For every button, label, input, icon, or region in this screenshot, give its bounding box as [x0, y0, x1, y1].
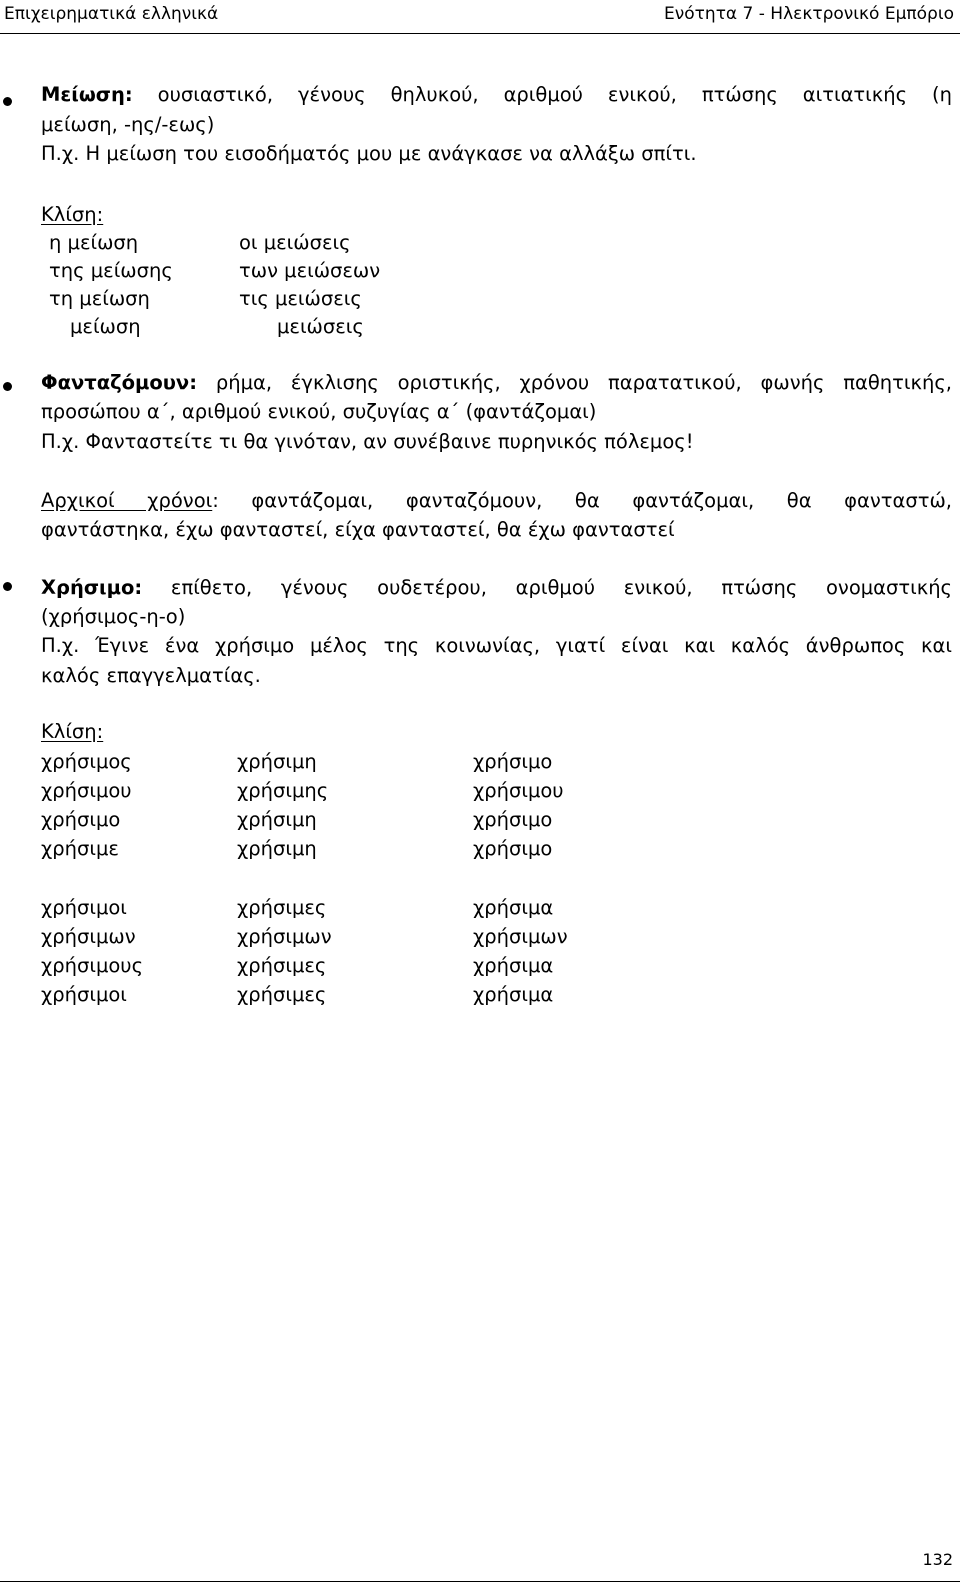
header-title-left: Επιχειρηματικά ελληνικά	[4, 4, 219, 24]
declension-cell: χρήσιμα	[473, 983, 554, 1006]
bullet-icon	[3, 382, 12, 391]
declension-plural-4: μειώσεις	[277, 315, 364, 338]
declension-cell: χρήσιμοι	[41, 896, 127, 919]
entry-term: Χρήσιμο:	[41, 576, 143, 599]
klisi-label-text: Κλίση:	[41, 203, 104, 226]
footer-rule	[0, 1581, 960, 1582]
header-title-right: Ενότητα 7 - Ηλεκτρονικό Εμπόριο	[664, 4, 954, 24]
declension-cell: χρήσιμου	[41, 779, 132, 802]
declension-cell: χρήσιμη	[237, 808, 317, 831]
entry-chrisimo-line1	[41, 573, 952, 603]
declension-cell: χρήσιμου	[473, 779, 564, 802]
entry-chrisimo-example-line2: καλός επαγγελματίας.	[41, 664, 261, 687]
declension-singular-2: της μείωσης	[49, 259, 173, 282]
declension-cell: χρήσιμων	[473, 925, 568, 948]
declension-plural-3: τις μειώσεις	[239, 287, 362, 310]
declension-cell: χρήσιμο	[473, 750, 553, 773]
entry-fantazomoun-line2: προσώπου α΄, αριθμού ενικού, συζυγίας α΄ (φαντάζομαι)	[41, 400, 597, 423]
declension-table-plural	[41, 893, 673, 1009]
declension-cell: χρήσιμο	[473, 837, 553, 860]
bullet-icon	[3, 97, 12, 106]
entry-description: ρήμα, έγκλισης οριστικής, χρόνου παρατατικού, φωνής παθητικής,	[215, 371, 952, 394]
bullet-icon	[3, 582, 12, 591]
declension-cell: χρήσιμες	[237, 954, 327, 977]
declension-cell: χρήσιμη	[237, 837, 317, 860]
declension-cell: χρήσιμες	[237, 983, 327, 1006]
entry-fantazomoun-example: Π.χ. Φανταστείτε τι θα γινόταν, αν συνέβαινε πυρηνικός πόλεμος!	[41, 430, 694, 453]
klisi-label	[41, 200, 952, 230]
entry-term: Φανταζόμουν:	[41, 371, 198, 394]
archikoi-chronoi-line2: φαντάστηκα, έχω φανταστεί, είχα φανταστεί, θα έχω φανταστεί	[41, 518, 675, 541]
entry-description: επίθετο, γένους ουδετέρου, αριθμού ενικού, πτώσης ονομαστικής	[170, 576, 952, 599]
declension-table-singular	[41, 747, 673, 863]
entry-chrisimo-line2: (χρήσιμος-η-ο)	[41, 605, 186, 628]
entry-meiosi-line1	[41, 80, 952, 110]
entry-term: Μείωση:	[41, 83, 133, 106]
declension-singular-4: μείωση	[70, 315, 141, 338]
tenses-list: : φαντάζομαι, φανταζόμουν, θα φαντάζομαι, θα φανταστώ,	[212, 489, 953, 512]
entry-meiosi-line2: μείωση, -ης/-εως)	[41, 113, 215, 136]
declension-singular-3: τη μείωση	[49, 287, 150, 310]
declension-cell: χρήσιμα	[473, 896, 554, 919]
declension-cell: χρήσιμο	[473, 808, 553, 831]
page-number: 132	[922, 1550, 953, 1569]
entry-meiosi-example: Π.χ. Η μείωση του εισοδήματός μου με ανάγκασε να αλλάξω σπίτι.	[41, 142, 697, 165]
declension-cell: χρήσιμων	[237, 925, 332, 948]
declension-plural-2: των μειώσεων	[239, 259, 381, 282]
klisi-label	[41, 717, 952, 747]
declension-cell: χρήσιμους	[41, 954, 144, 977]
declension-singular-1: η μείωση	[49, 231, 139, 254]
declension-cell: χρήσιμοι	[41, 983, 127, 1006]
entry-description: ουσιαστικό, γένους θηλυκού, αριθμού ενικού, πτώσης αιτιατικής (η	[157, 83, 953, 106]
declension-cell: χρήσιμων	[41, 925, 136, 948]
declension-plural-1: οι μειώσεις	[239, 231, 351, 254]
entry-fantazomoun-line1	[41, 368, 952, 398]
declension-cell: χρήσιμο	[41, 808, 121, 831]
entry-chrisimo-example-line1: Π.χ. Έγινε ένα χρήσιμο μέλος της κοινωνίας, γιατί είναι και καλός άνθρωπος και	[41, 634, 952, 657]
declension-cell: χρήσιμος	[41, 750, 132, 773]
declension-cell: χρήσιμες	[237, 896, 327, 919]
declension-cell: χρήσιμα	[473, 954, 554, 977]
declension-cell: χρήσιμε	[41, 837, 119, 860]
declension-cell: χρήσιμης	[237, 779, 329, 802]
header-rule	[0, 33, 960, 34]
klisi-label-text: Κλίση:	[41, 720, 104, 743]
declension-cell: χρήσιμη	[237, 750, 317, 773]
archikoi-chronoi-label: Αρχικοί χρόνοι	[41, 489, 213, 512]
archikoi-chronoi-line1	[41, 486, 952, 516]
